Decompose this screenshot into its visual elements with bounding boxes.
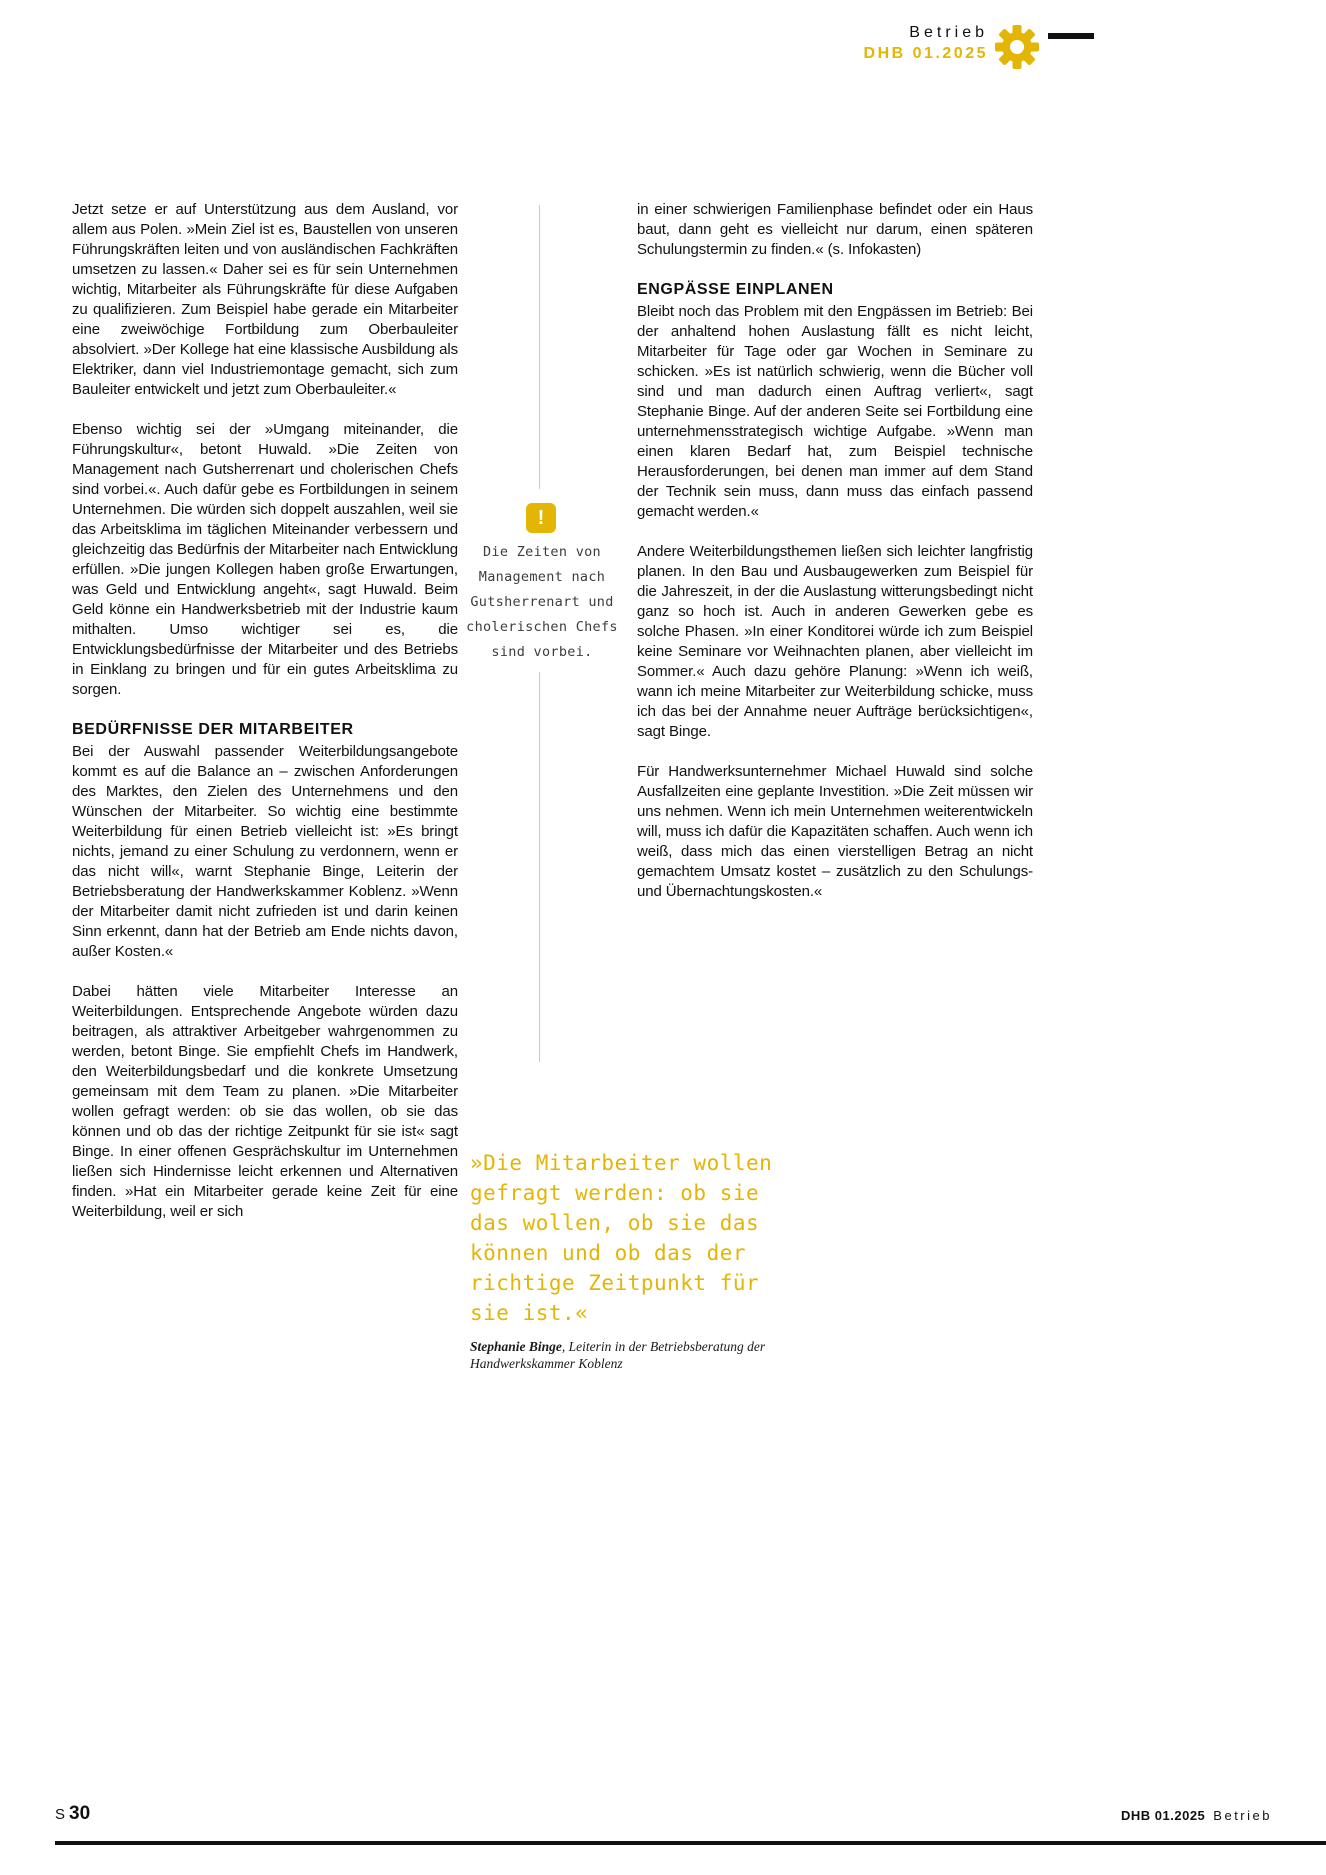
body-paragraph: Andere Weiterbildungsthemen ließen sich leichter langfristig planen. In den Bau und Ausbaugewerken zum Beispiel für die Jahreszeit, in der die Auslastung witterungsbedingt nicht ganz so hoch ist. Auch in anderen Gewerken gebe es solche Phasen. »In einer Konditorei würde ich zum Beispiel keine Seminare vor Weihnachten planen, aber vielleicht im Sommer.« Auch dazu gehöre Planung: »Wenn ich weiß, wann ich meine Mitarbeiter zur Weiterbildung schicke, muss ich das bei der Annahme neuer Aufträge berücksichtigen«, sagt Binge. [637,543,1033,740]
page-header [864,24,988,63]
body-paragraph: Bleibt noch das Problem mit den Engpässen im Betrieb: Bei der anhaltend hohen Auslastung fällt es nicht leicht, Mitarbeiter für Tage oder gar Wochen in Seminare zu schicken. »Es ist natürlich schwierig, wenn die Bücher voll sind und man dadurch einen Auftrag verliert«, sagt Stephanie Binge. Auf der anderen Seite sei Fortbildung eine unternehmensstrategisch wichtige Aufgabe. »Wenn man einen klaren Bedarf hat, zum Beispiel technische Herausforderungen, bei denen man immer auf dem Stand der Technik sein muss, dann muss das einfach passend gemacht werden.« [637,303,1033,520]
page-number-prefix: S [55,1806,66,1823]
body-paragraph: Jetzt setze er auf Unterstützung aus dem Ausland, vor allem aus Polen. »Mein Ziel ist es, Baustellen von unseren Führungskräften leiten und von ausländischen Fachkräften umsetzen zu lassen.« Daher sei es für sein Unternehmen wichtig, Mitarbeiter als Führungskräfte für diese Aufgaben zu qualifizieren. Zum Beispiel habe gerade ein Mitarbeiter eine zweiwöchige Fortbildung zum Oberbauleiter absolviert. »Der Kollege hat eine klassische Ausbildung als Elektriker, dann viel Industriemontage gemacht, sich zum Bauleiter entwickelt und jetzt zum Oberbauleiter.« [72,201,458,398]
pull-quote-author: Stephanie Binge [470,1339,562,1354]
header-rule [1048,33,1094,39]
column-divider [539,672,540,1062]
pull-quote [470,1148,792,1372]
pull-quote-attribution [470,1338,792,1372]
page-number-value: 30 [69,1803,91,1824]
left-column [72,200,458,1242]
body-paragraph: Dabei hätten viele Mitarbeiter Interesse an Weiterbildungen. Entsprechende Angebote würden dazu beitragen, als attraktiver Arbeitgeber wahrgenommen zu werden, betont Binge. Sie empfiehlt Chefs im Handwerk, den Weiterbildungsbedarf und die konkrete Umsetzung gemeinsam mit dem Team zu planen. »Die Mitarbeiter wollen gefragt werden: ob sie das wollen, ob sie das können und ob das der richtige Zeitpunkt für sie ist« sagt Binge. In einer offenen Gesprächskultur im Unternehmen ließen sich Hindernisse leicht erkennen und Alternativen finden. »Hat ein Mitarbeiter gerade keine Zeit für eine Weiterbildung, weil er sich [72,983,458,1220]
header-issue-label: DHB 01.2025 [863,45,988,62]
gear-icon [994,24,1040,70]
right-column [637,200,1033,922]
footer-section: Betrieb [1213,1808,1272,1823]
footer-issue: DHB 01.2025 [1121,1808,1206,1823]
section-heading: ENGPÄSSE EINPLANEN [637,281,834,298]
column-divider [539,205,540,489]
footer-issue-line [1121,1808,1272,1823]
pull-quote-role: , Leiterin in der Betriebsberatung der Handwerkskammer Koblenz [470,1339,766,1371]
body-paragraph: Ebenso wichtig sei der »Umgang miteinander, die Führungskultur«, betont Huwald. »Die Zeiten von Management nach Gutsherrenart und cholerischen Chefs sind vorbei.«. Auch dafür gebe es Fortbildungen in seinem Unternehmen. Die würden sich doppelt auszahlen, weil sie das Arbeitsklima im täglichen Miteinander verbessern und gleichzeitig das Bedürfnis der Mitarbeiter nach Entwicklung erfüllen. »Die jungen Kollegen haben große Erwartungen, was Geld und Entwicklung angeht«, sagt Huwald. Beim Geld könne ein Handwerksbetrieb mit der Industrie kaum mithalten. Umso wichtiger sei es, die Entwicklungsbedürfnisse der Mitarbeiter und des Betriebs in Einklang zu bringen und für ein gutes Arbeitsklima zu sorgen. [72,421,458,698]
footer-rule [55,1841,1326,1845]
body-paragraph: Für Handwerksunternehmer Michael Huwald sind solche Ausfallzeiten eine geplante Investition. »Die Zeit müssen wir uns nehmen. Wenn ich mein Unternehmen weiterentwickeln will, muss ich dafür die Kapazitäten schaffen. Auch wenn ich weiß, dass mich das einen vierstelligen Betrag an nicht gemachtem Umsatz kostet – zusätzlich zu den Schulungs- und Übernachtungskosten.« [637,763,1033,900]
body-paragraph: Bei der Auswahl passender Weiterbildungsangebote kommt es auf die Balance an – zwischen Anforderungen des Marktes, den Zielen des Unternehmens und den Wünschen der Mitarbeiter. So wichtig eine bestimmte Weiterbildung für einen Betrieb vielleicht ist: »Es bringt nichts, jemand zu einer Schulung zu verdonnern, wenn er das nicht will«, warnt Stephanie Binge, Leiterin der Betriebsberatung der Handwerkskammer Koblenz. »Wenn der Mitarbeiter damit nicht zufrieden ist und darin keinen Sinn erkennt, dann hat der Betrieb am Ende nichts davon, außer Kosten.« [72,743,458,960]
pull-quote-text: »Die Mitarbeiter wollen gefragt werden: ob sie das wollen, ob sie das können und ob das der richtige Zeitpunkt für sie ist.« [470,1151,773,1325]
page-number [55,1803,90,1825]
body-paragraph: in einer schwierigen Familienphase befindet oder ein Haus baut, dann geht es vielleicht nur darum, einen späteren Schulungstermin zu finden.« (s. Infokasten) [637,201,1033,258]
section-heading: BEDÜRFNISSE DER MITARBEITER [72,721,354,738]
exclamation-icon: ! [526,503,556,533]
header-section-label: Betrieb [909,24,988,41]
callout-quote: Die Zeiten von Management nach Gutsherrenart und cholerischen Chefs sind vorbei. [466,544,618,660]
